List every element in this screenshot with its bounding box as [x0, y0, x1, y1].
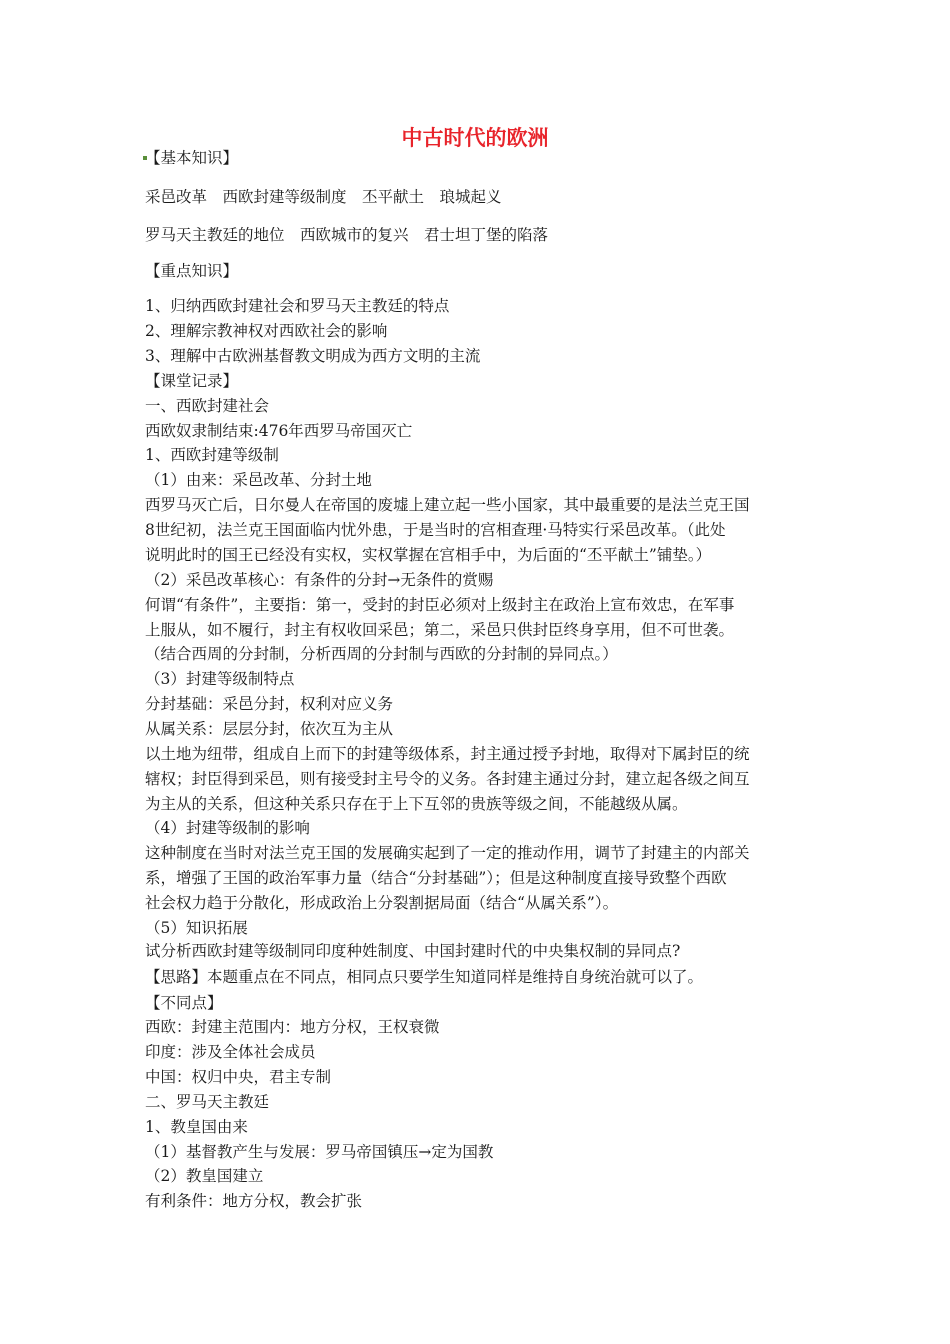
text-line: （1）由来：采邑改革、分封土地: [145, 471, 372, 489]
section-heading: 二、罗马天主教廷: [145, 1093, 270, 1111]
text-line: 辖权；封臣得到采邑，则有接受封主号令的义务。各封建主通过分封，建立起各级之间互: [145, 770, 750, 788]
text-line: 西欧奴隶制结束:476年西罗马帝国灭亡: [145, 422, 413, 440]
text-line: 2、理解宗教神权对西欧社会的影响: [145, 322, 388, 340]
text-line: （5）知识拓展: [145, 919, 248, 937]
text-line: 西欧：封建主范围内：地方分权，王权衰微: [145, 1018, 440, 1036]
heading-basic-knowledge: 【基本知识】: [145, 149, 239, 167]
text-line: （2）采邑改革核心：有条件的分封→无条件的赏赐: [145, 571, 494, 589]
text-line: 中国：权归中央，君主专制: [145, 1068, 332, 1086]
text-line: （1）基督教产生与发展：罗马帝国镇压→定为国教: [145, 1143, 494, 1161]
text-line: 罗马天主教廷的地位 西欧城市的复兴 君士坦丁堡的陷落: [145, 226, 549, 244]
text-line: 1、教皇国由来: [145, 1118, 248, 1136]
text-line: 社会权力趋于分散化，形成政治上分裂割据局面（结合“从属关系”）。: [145, 894, 619, 912]
text-line: 【思路】本题重点在不同点，相同点只要学生知道同样是维持自身统治就可以了。: [145, 968, 704, 986]
text-line: 系，增强了王国的政治军事力量（结合“分封基础”）；但是这种制度直接导致整个西欧: [145, 869, 727, 887]
text-line: 8世纪初，法兰克王国面临内忧外患，于是当时的宫相查理·马特实行采邑改革。（此处: [145, 521, 726, 539]
text-line: 有利条件：地方分权，教会扩张: [145, 1192, 363, 1210]
text-line: 何谓“有条件”，主要指：第一，受封的封臣必须对上级封主在政治上宣布效忠，在军事: [145, 596, 735, 614]
text-line: 说明此时的国王已经没有实权，实权掌握在宫相手中，为后面的“丕平献土”铺垫。）: [145, 546, 712, 564]
section-heading: 一、西欧封建社会: [145, 397, 270, 415]
text-line: 这种制度在当时对法兰克王国的发展确实起到了一定的推动作用，调节了封建主的内部关: [145, 844, 750, 862]
text-line: 试分析西欧封建等级制同印度种姓制度、中国封建时代的中央集权制的异同点?: [145, 942, 681, 960]
text-line: 从属关系：层层分封，依次互为主从: [145, 720, 394, 738]
text-line: （结合西周的分封制，分析西周的分封制与西欧的分封制的异同点。）: [145, 645, 618, 663]
heading-class-notes: 【课堂记录】: [145, 372, 239, 390]
text-line: （3）封建等级制特点: [145, 670, 295, 688]
text-line: 西罗马灭亡后，日尔曼人在帝国的废墟上建立起一些小国家，其中最重要的是法兰克王国: [145, 496, 750, 514]
text-line: 1、西欧封建等级制: [145, 446, 279, 464]
text-line: （2）教皇国建立: [145, 1167, 264, 1185]
text-line: 印度：涉及全体社会成员: [145, 1043, 316, 1061]
text-line: 3、理解中古欧洲基督教文明成为西方文明的主流: [145, 347, 481, 365]
text-line: 分封基础：采邑分封，权利对应义务: [145, 695, 394, 713]
heading-key-knowledge: 【重点知识】: [145, 262, 239, 280]
text-line: 为主从的关系，但这种关系只存在于上下互邻的贵族等级之间，不能越级从属。: [145, 795, 688, 813]
text-line: （4）封建等级制的影响: [145, 819, 310, 837]
heading-differences: 【不同点】: [145, 994, 223, 1012]
text-line: 1、归纳西欧封建社会和罗马天主教廷的特点: [145, 297, 450, 315]
page-title: 中古时代的欧洲: [401, 125, 549, 150]
text-line: 上服从，如不履行，封主有权收回采邑；第二，采邑只供封臣终身享用，但不可世袭。: [145, 621, 735, 639]
text-line: 采邑改革 西欧封建等级制度 丕平献土 琅城起义: [145, 188, 502, 206]
text-line: 以土地为纽带，组成自上而下的封建等级体系，封主通过授予封地，取得对下属封臣的统: [145, 745, 750, 763]
